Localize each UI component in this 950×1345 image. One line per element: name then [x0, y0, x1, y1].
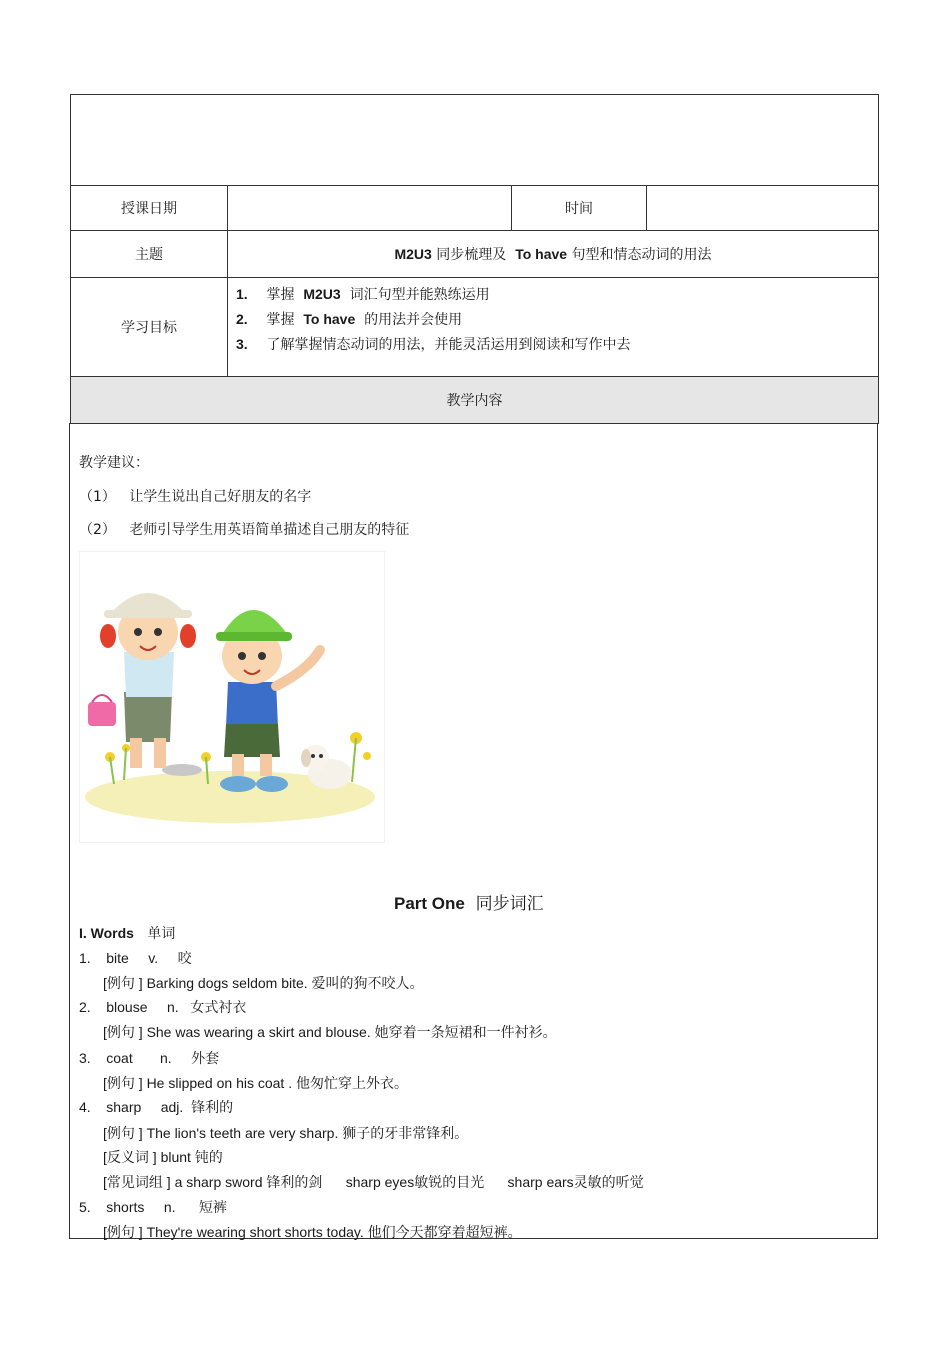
vocab-entry: 3. coat n. 外套 — [79, 1050, 220, 1066]
goals-row — [71, 278, 879, 377]
part-title-en: Part One — [394, 894, 465, 913]
date-label: 授课日期 — [71, 186, 228, 231]
vocab-example: [例句 ] They're wearing short shorts today. 他们今天都穿着超短裤。 — [103, 1224, 522, 1240]
vocab-phrases: [常见词组 ] a sharp sword 锋利的剑 sharp eyes敏锐的目光 sharp ears灵敏的听觉 — [103, 1174, 644, 1190]
children-illustration — [79, 551, 385, 843]
date-value-field — [228, 186, 512, 231]
vocab-antonym: [反义词 ] blunt 钝的 — [103, 1149, 223, 1165]
date-row — [71, 186, 879, 231]
vocab-example: [例句 ] She was wearing a skirt and blouse. 她穿着一条短裙和一件衬衫。 — [103, 1024, 557, 1040]
suggest-item-2: （2） 老师引导学生用英语简单描述自己朋友的特征 — [79, 522, 410, 538]
header-blank-row — [71, 95, 879, 186]
vocab-example: [例句 ] The lion's teeth are very sharp. 狮子的牙非常锋利。 — [103, 1125, 469, 1141]
goals-cell — [228, 278, 879, 377]
kids-picture — [80, 552, 384, 842]
part-title-cn: 同步词汇 — [475, 894, 544, 914]
topic-value — [228, 231, 879, 278]
vocab-example: [例句 ] Barking dogs seldom bite. 爱叫的狗不咬人。 — [103, 975, 424, 991]
words-heading: I. Words 单词 — [79, 925, 176, 942]
topic-label: 主题 — [71, 231, 228, 278]
topic-unit: M2U3 — [394, 246, 432, 262]
goal-item: 2. 掌握 To have 的用法并会使用 — [236, 311, 463, 328]
topic-row — [71, 231, 879, 278]
goals-label: 学习目标 — [71, 278, 228, 377]
vocab-entry: 5. shorts n. 短裤 — [79, 1199, 227, 1215]
suggest-title: 教学建议： — [79, 455, 149, 471]
content-header-row — [71, 377, 879, 424]
topic-mid: 同步梳理及 — [436, 247, 507, 263]
goal-item: 1. 掌握 M2U3 词汇句型并能熟练运用 — [236, 286, 490, 303]
suggest-item-1: （1） 让学生说出自己好朋友的名字 — [79, 489, 312, 505]
goal-item: 3. 了解掌握情态动词的用法，并能灵活运用到阅读和写作中去 — [236, 336, 631, 353]
vocab-entry: 4. sharp adj. 锋利的 — [79, 1099, 234, 1115]
part-title — [394, 889, 544, 914]
vocab-entry: 2. blouse n. 女式衬衣 — [79, 999, 247, 1015]
vocab-example: [例句 ] He slipped on his coat . 他匆忙穿上外衣。 — [103, 1075, 408, 1091]
topic-bold: To have — [515, 246, 568, 262]
vocab-entry: 1. bite v. 咬 — [79, 950, 192, 966]
time-label: 时间 — [512, 186, 647, 231]
lesson-header-table — [70, 94, 879, 424]
goals-list — [228, 278, 878, 357]
topic-tail: 句型和情态动词的用法 — [571, 247, 712, 263]
time-value-field — [647, 186, 879, 231]
content-label: 教学内容 — [71, 377, 879, 424]
